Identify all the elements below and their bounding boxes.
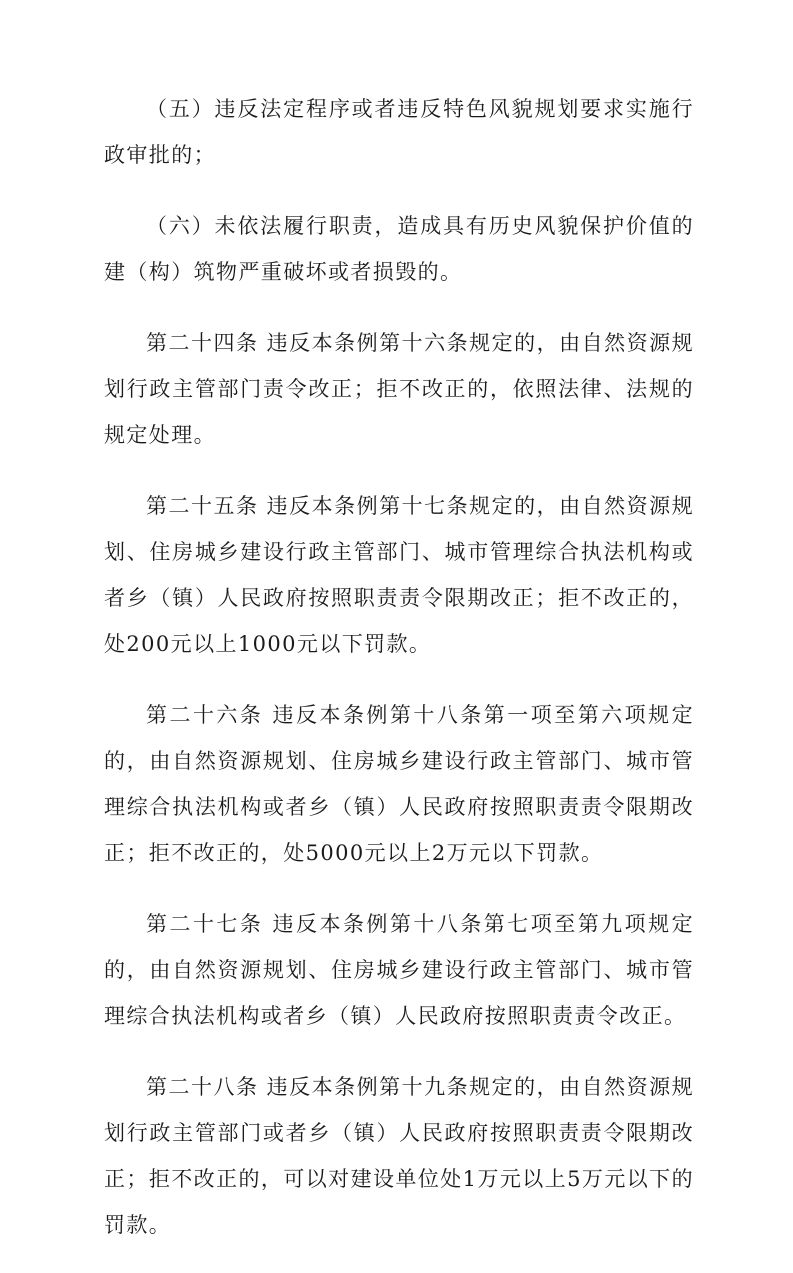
article-26: 第二十六条 违反本条例第十八条第一项至第六项规定的，由自然资源规划、住房城乡建设行政主管部门、城市管理综合执法机构或者乡（镇）人民政府按照职责责令限期改正；拒不改正的，处5000元以上2万元以下罚款。 [104,703,694,865]
article-28: 第二十八条 违反本条例第十九条规定的，由自然资源规划行政主管部门或者乡（镇）人民政府按照职责责令限期改正；拒不改正的，可以对建设单位处1万元以上5万元以下的罚款。 [104,1075,694,1237]
article-24: 第二十四条 违反本条例第十六条规定的，由自然资源规划行政主管部门责令改正；拒不改正的，依照法律、法规的规定处理。 [104,331,694,447]
article-25: 第二十五条 违反本条例第十七条规定的，由自然资源规划、住房城乡建设行政主管部门、城市管理综合执法机构或者乡（镇）人民政府按照职责责令限期改正；拒不改正的，处200元以上1000元以下罚款。 [104,494,694,656]
document-body [104,86,694,1273]
paragraph-item-5: （五）违反法定程序或者违反特色风貌规划要求实施行政审批的； [104,97,694,167]
paragraph-item-6: （六）未依法履行职责，造成具有历史风貌保护价值的建（构）筑物严重破坏或者损毁的。 [104,214,694,284]
article-27: 第二十七条 违反本条例第十八条第七项至第九项规定的，由自然资源规划、住房城乡建设行政主管部门、城市管理综合执法机构或者乡（镇）人民政府按照职责责令改正。 [104,912,694,1028]
